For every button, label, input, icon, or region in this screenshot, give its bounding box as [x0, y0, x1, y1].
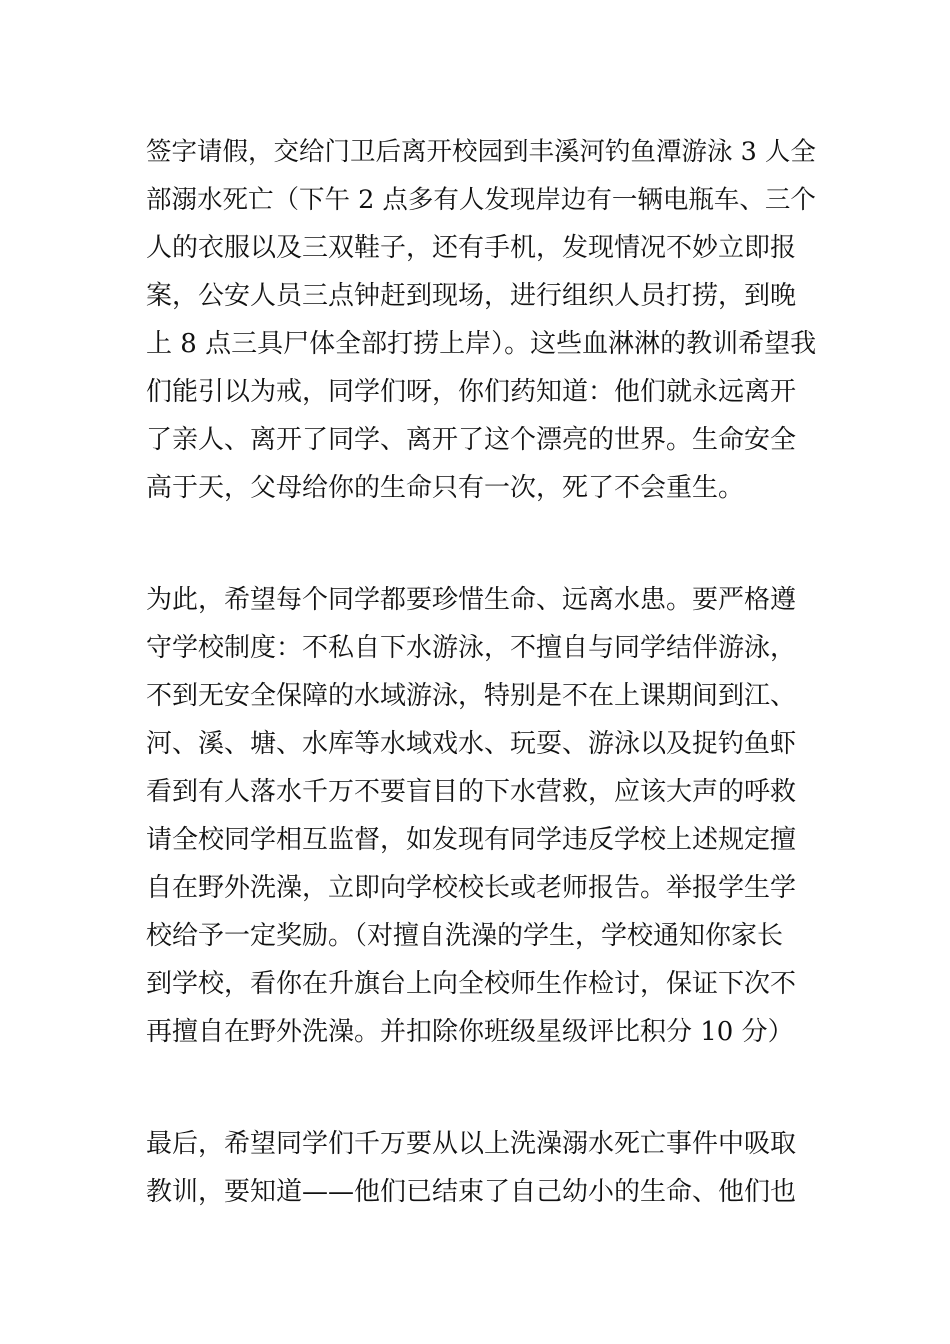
text-line: 上 8 点三具尸体全部打捞上岸）。这些血淋淋的教训希望我 — [146, 329, 817, 359]
text-line: 部溺水死亡（下午 2 点多有人发现岸边有一辆电瓶车、三个 — [146, 185, 816, 215]
text-line: 高于天，父母给你的生命只有一次，死了不会重生。 — [146, 473, 745, 503]
text-line: 校给予一定奖励。（对擅自洗澡的学生，学校通知你家长 — [146, 921, 784, 951]
text-line: 河、溪、塘、水库等水域戏水、玩耍、游泳以及捉钓鱼虾 — [146, 729, 797, 759]
text-line: 了亲人、离开了同学、离开了这个漂亮的世界。生命安全 — [146, 425, 797, 455]
text-line: 为此，希望每个同学都要珍惜生命、远离水患。要严格遵 — [146, 585, 797, 615]
text-line: 人的衣服以及三双鞋子，还有手机，发现情况不妙立即报 — [146, 233, 797, 263]
text-line: 最后，希望同学们千万要从以上洗澡溺水死亡事件中吸取 — [146, 1129, 797, 1159]
paragraph-1 — [146, 128, 818, 512]
text-line: 签字请假，交给门卫后离开校园到丰溪河钓鱼潭游泳 3 人全 — [146, 137, 816, 167]
text-line: 自在野外洗澡，立即向学校校长或老师报告。举报学生学 — [146, 873, 797, 903]
text-line: 再擅自在野外洗澡。并扣除你班级星级评比积分 10 分） — [146, 1017, 794, 1047]
text-line: 请全校同学相互监督，如发现有同学违反学校上述规定擅 — [146, 825, 797, 855]
text-line: 教训，要知道——他们已结束了自己幼小的生命、他们也 — [146, 1177, 797, 1207]
text-line: 看到有人落水千万不要盲目的下水营救，应该大声的呼救 — [146, 777, 797, 807]
text-line: 们能引以为戒，同学们呀，你们药知道：他们就永远离开 — [146, 377, 797, 407]
paragraph-3 — [146, 1120, 818, 1216]
text-line: 案，公安人员三点钟赶到现场，进行组织人员打捞，到晚 — [146, 281, 797, 311]
paragraph-2 — [146, 576, 818, 1056]
text-line: 不到无安全保障的水域游泳，特别是不在上课期间到江、 — [146, 681, 797, 711]
text-line: 守学校制度：不私自下水游泳，不擅自与同学结伴游泳， — [146, 633, 797, 663]
text-line: 到学校，看你在升旗台上向全校师生作检讨，保证下次不 — [146, 969, 797, 999]
